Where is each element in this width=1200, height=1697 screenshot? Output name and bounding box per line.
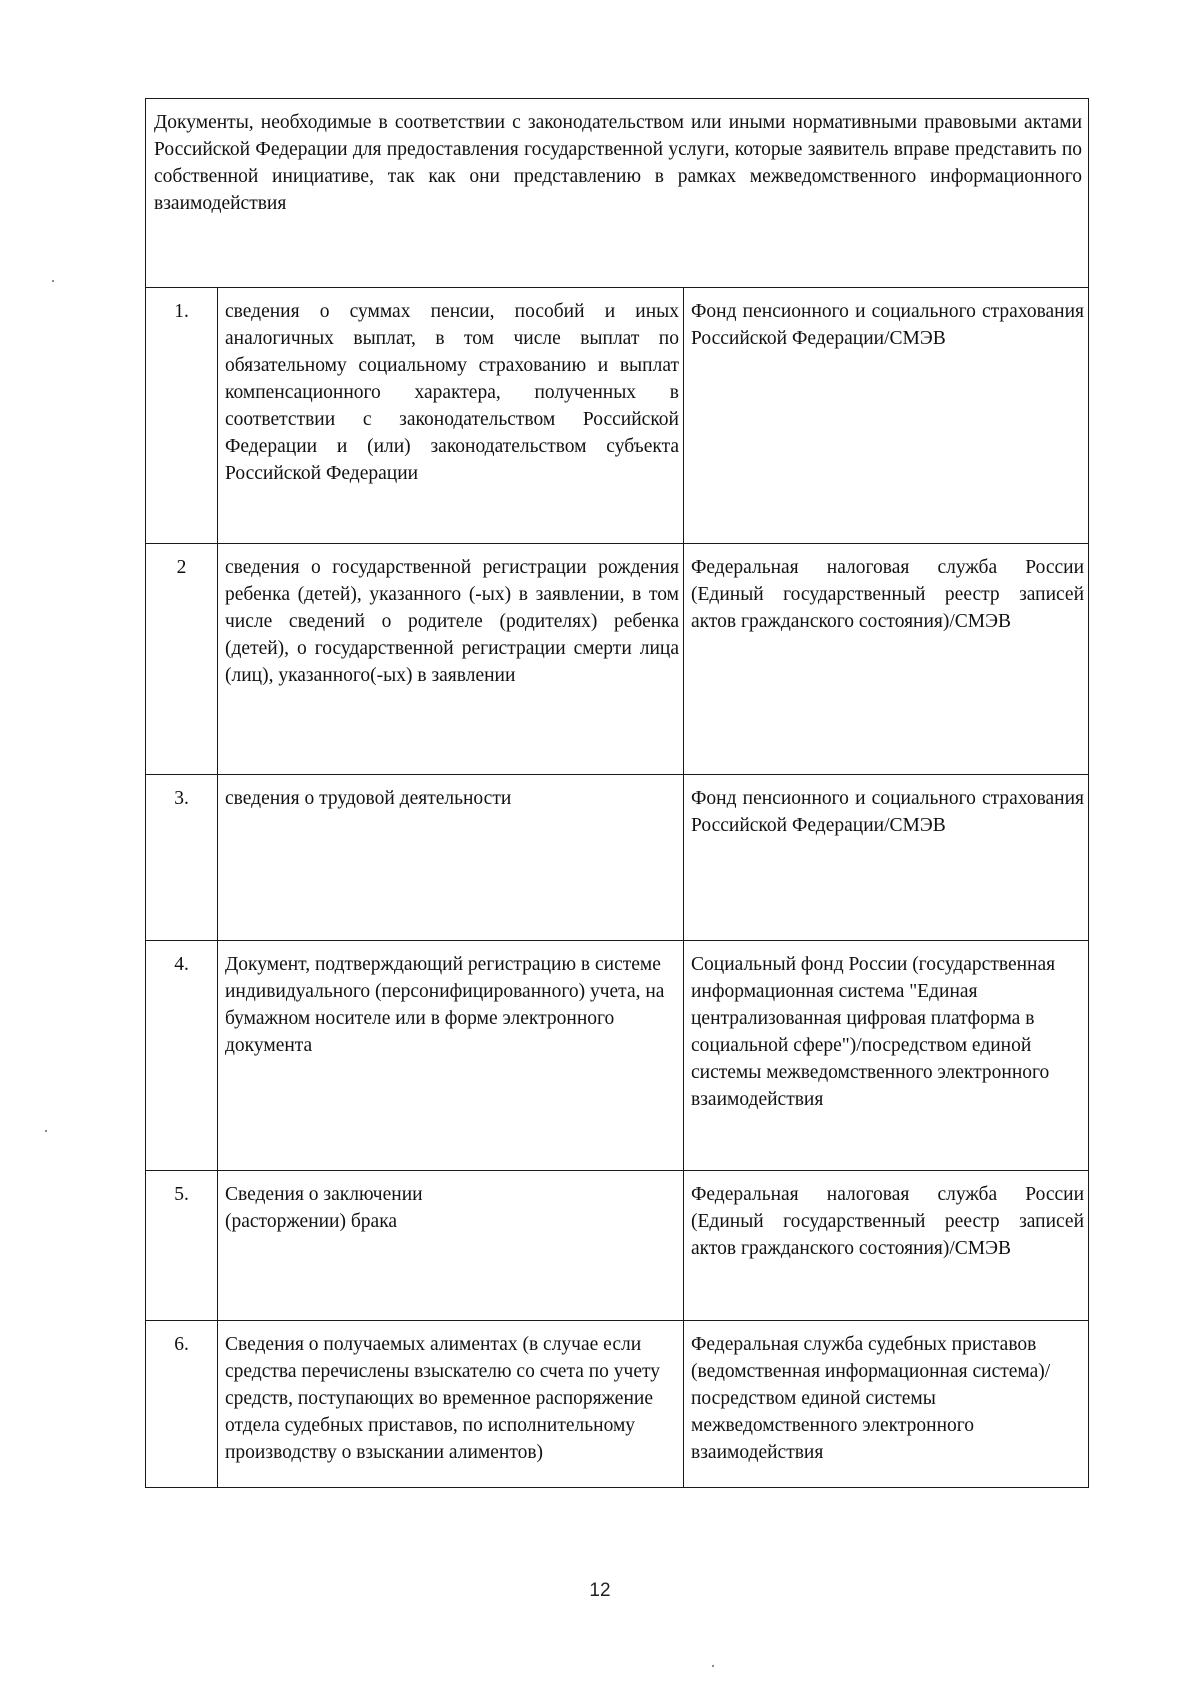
table-row — [146, 775, 1089, 941]
row-document: Документ, подтверждающий регистрацию в системе индивидуального (персонифицированного) учета, на бумажном носителе или в форме электронного документа — [218, 941, 684, 1171]
table-row — [146, 1321, 1089, 1488]
table-row — [146, 288, 1089, 544]
table-row — [146, 1171, 1089, 1321]
row-number: 2 — [146, 544, 218, 775]
row-source: Федеральная служба судебных приставов (ведомственная информационная система)/ посредством единой системы межведомственного электронного взаимодействия — [684, 1321, 1089, 1488]
row-number: 5. — [146, 1171, 218, 1321]
row-source: Фонд пенсионного и социального страхования Российской Федерации/СМЭВ — [684, 288, 1089, 544]
row-document: сведения о государственной регистрации рождения ребенка (детей), указанного (-ых) в заявлении, в том числе сведений о родителе (родителях) ребенка (детей), о государственной регистрации смерти лица (лиц), указанного(-ых) в заявлении — [218, 544, 684, 775]
row-source: Социальный фонд России (государственная информационная система "Единая централизованная цифровая платформа в социальной сфере")/посредством единой системы межведомственного электронного взаимодействия — [684, 941, 1089, 1171]
row-number: 1. — [146, 288, 218, 544]
scan-speck — [712, 1665, 714, 1667]
row-source: Фонд пенсионного и социального страхования Российской Федерации/СМЭВ — [684, 775, 1089, 941]
row-document: сведения о суммах пенсии, пособий и иных аналогичных выплат, в том числе выплат по обязательному социальному страхованию и выплат компенсационного характера, полученных в соответствии с законодательством Российской Федерации и (или) законодательством субъекта Российской Федерации — [218, 288, 684, 544]
page-number: 12 — [589, 1580, 611, 1601]
table-header-text: Документы, необходимые в соответствии с законодательством или иными нормативными правовыми актами Российской Федерации для предоставления государственной услуги, которые заявитель вправе представить по собственной инициативе, так как они представлению в рамках межведомственного информационного взаимодействия — [154, 112, 1083, 214]
row-document: сведения о трудовой деятельности — [218, 775, 684, 941]
row-source: Федеральная налоговая служба России (Единый государственный реестр записей актов гражданского состояния)/СМЭВ — [684, 1171, 1089, 1321]
table-row — [146, 941, 1089, 1171]
row-document: Сведения о получаемых алиментах (в случае если средства перечислены взыскателю со счета по учету средств, поступающих во временное распоряжение отдела судебных приставов, по исполнительному производству о взыскании алиментов) — [218, 1321, 684, 1488]
row-number: 3. — [146, 775, 218, 941]
table-header-row — [146, 99, 1089, 288]
table-row — [146, 544, 1089, 775]
scan-speck — [45, 1130, 47, 1132]
row-document: Сведения о заключении (расторжении) брака — [218, 1171, 684, 1321]
row-number: 4. — [146, 941, 218, 1171]
documents-table — [145, 98, 1089, 1488]
row-number: 6. — [146, 1321, 218, 1488]
scan-speck — [52, 280, 54, 282]
row-source: Федеральная налоговая служба России (Единый государственный реестр записей актов гражданского состояния)/СМЭВ — [684, 544, 1089, 775]
table-header-cell — [146, 99, 1089, 288]
